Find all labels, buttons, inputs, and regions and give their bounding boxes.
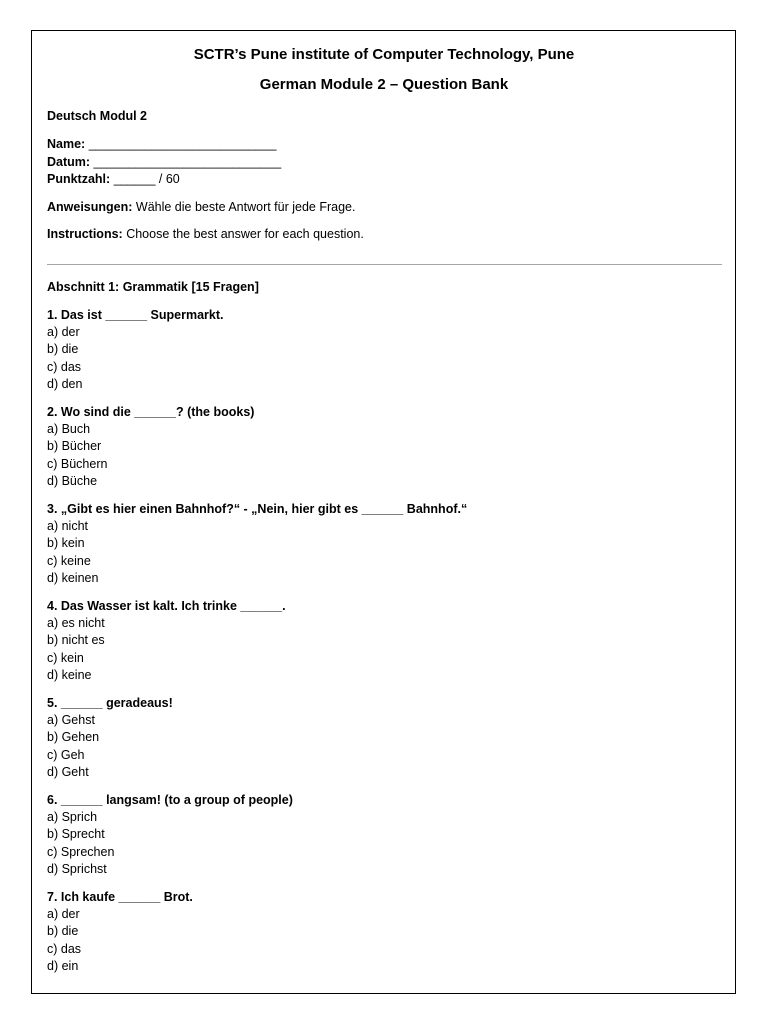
answer-option: a) Gehst [47, 712, 95, 727]
instructions-english-text: Choose the best answer for each question. [126, 226, 364, 241]
answer-option: c) Geh [47, 747, 85, 762]
answer-option: c) das [47, 359, 82, 374]
section-divider [47, 264, 722, 265]
module-subtitle: Deutsch Modul 2 [47, 109, 148, 123]
answer-option: b) Bücher [47, 439, 102, 453]
question-item [47, 792, 721, 879]
question-item [47, 307, 721, 394]
question-text: 7. Ich kaufe ______ Brot. [47, 889, 193, 904]
question-item [47, 598, 721, 685]
question-text: 4. Das Wasser ist kalt. Ich trinke ______. [47, 598, 286, 613]
instructions-german-label: Anweisungen: [47, 199, 133, 214]
answer-option: a) nicht [47, 518, 88, 533]
answer-option: d) ein [47, 959, 79, 973]
answer-option: c) Sprechen [47, 844, 115, 859]
question-item [47, 695, 721, 782]
answer-option: a) es nicht [47, 615, 105, 630]
module-title: German Module 2 – Question Bank [259, 76, 509, 93]
date-field [47, 154, 721, 172]
student-fields [47, 136, 721, 189]
name-label: Name: [47, 137, 86, 151]
answer-option: d) Sprichst [47, 862, 107, 876]
answer-option: b) nicht es [47, 633, 105, 647]
date-label: Datum: [47, 154, 91, 169]
score-value: ______ / 60 [113, 172, 180, 186]
question-text: 3. „Gibt es hier einen Bahnhof?“ - „Nein, hier gibt es ______ Bahnhof.“ [47, 501, 468, 516]
question-text: 6. ______ langsam! (to a group of people) [47, 792, 293, 807]
date-blank: ___________________________ [93, 154, 282, 169]
answer-option: b) Gehen [47, 730, 100, 744]
document-content [47, 46, 721, 976]
answer-option: d) keinen [47, 571, 99, 585]
answer-option: b) kein [47, 536, 85, 550]
answer-option: b) Sprecht [47, 827, 105, 841]
answer-option: d) den [47, 377, 83, 391]
name-blank: ___________________________ [88, 137, 277, 151]
answer-option: d) Büche [47, 474, 98, 488]
score-label: Punktzahl: [47, 172, 111, 186]
question-text: 5. ______ geradeaus! [47, 695, 173, 710]
answer-option: d) Geht [47, 765, 89, 779]
question-item [47, 404, 721, 491]
answer-option: c) kein [47, 650, 84, 665]
answer-option: c) keine [47, 553, 91, 568]
answer-option: c) das [47, 941, 82, 956]
answer-option: b) die [47, 342, 79, 356]
answer-option: a) Sprich [47, 809, 98, 824]
question-item [47, 501, 721, 588]
document-page [31, 30, 736, 994]
answer-option: b) die [47, 924, 79, 938]
instructions-german [47, 199, 721, 215]
answer-option: a) der [47, 324, 80, 339]
question-item [47, 889, 721, 976]
answer-option: a) Buch [47, 421, 91, 436]
section-title: Abschnitt 1: Grammatik [15 Fragen] [47, 279, 259, 294]
answer-option: c) Büchern [47, 456, 108, 471]
question-text: 1. Das ist ______ Supermarkt. [47, 307, 224, 322]
instructions-english [47, 226, 721, 242]
answer-option: d) keine [47, 668, 92, 682]
score-field [47, 171, 721, 189]
instructions-english-label: Instructions: [47, 226, 123, 241]
answer-option: a) der [47, 906, 80, 921]
instructions-german-text: Wähle die beste Antwort für jede Frage. [135, 199, 356, 214]
name-field [47, 136, 721, 154]
question-list [47, 307, 721, 976]
institute-title: SCTR’s Pune institute of Computer Technology, Pune [193, 46, 575, 63]
question-text: 2. Wo sind die ______? (the books) [47, 404, 255, 419]
